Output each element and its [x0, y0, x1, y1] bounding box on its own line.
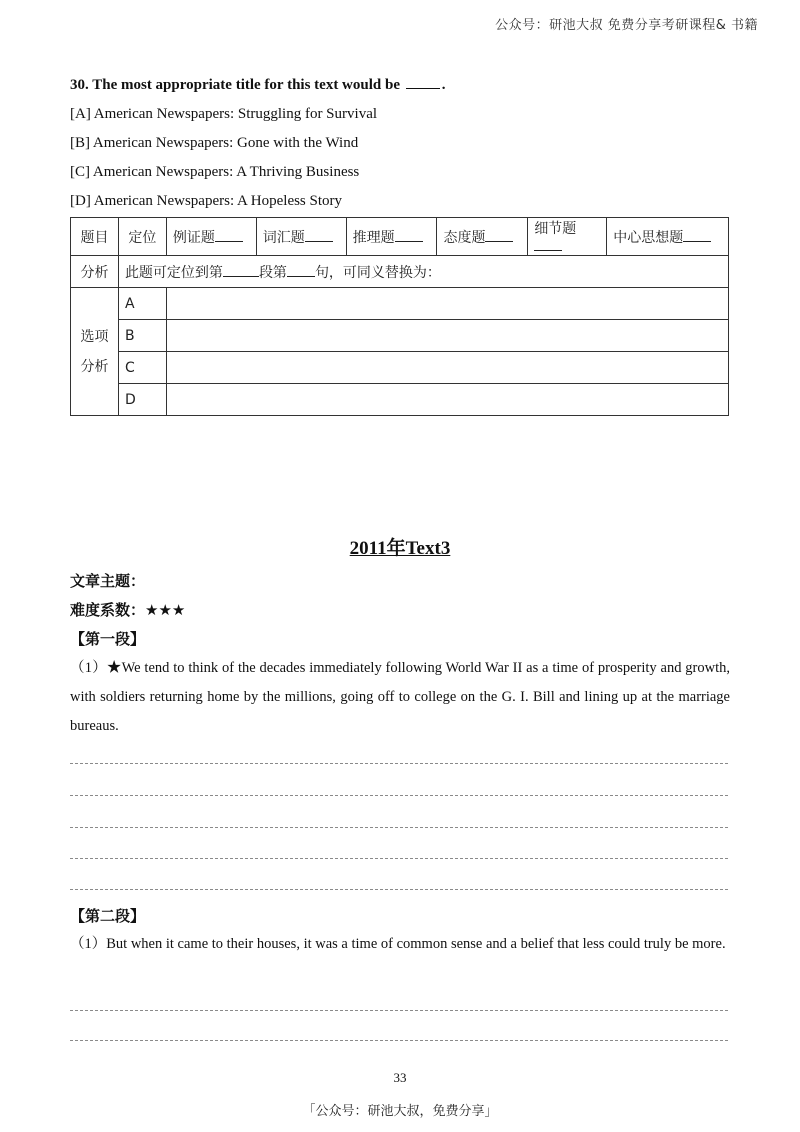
header-note: 公众号：研池大叔 免费分享考研课程& 书籍 [495, 18, 758, 33]
type-example-cell [166, 218, 256, 256]
paragraph-1-label: 【第一段】 [70, 630, 146, 648]
type-inference-cell [346, 218, 437, 256]
page-number: 33 [393, 1070, 407, 1085]
type-inference-label: 推理题 [352, 229, 395, 246]
answer-line [70, 1040, 728, 1041]
option-analysis-cell-d [166, 384, 728, 416]
type-blank [395, 229, 423, 242]
option-letter-c: C [118, 352, 166, 384]
type-blank [305, 229, 333, 242]
type-attitude-label: 态度题 [443, 229, 486, 246]
table-row [71, 320, 729, 352]
type-main-idea-label: 中心思想题 [613, 229, 684, 246]
table-row [71, 352, 729, 384]
table-row [71, 384, 729, 416]
option-b: [B] American Newspapers: Gone with the Wind [70, 135, 359, 151]
difficulty-label: 难度系数：★★★ [70, 601, 186, 619]
question-title [70, 76, 446, 94]
answer-line [70, 827, 728, 828]
option-letter-a: A [118, 288, 166, 320]
paragraph-blank [223, 264, 259, 277]
type-attitude-cell [437, 218, 528, 256]
row-label-analysis: 分析 [71, 256, 119, 288]
footer-note: 「公众号：研池大叔，免费分享」 [302, 1104, 498, 1119]
type-detail-label: 细节题 [534, 221, 577, 237]
option-analysis-label-2: 分析 [80, 358, 109, 375]
option-analysis-cell-a [166, 288, 728, 320]
type-blank [683, 229, 711, 242]
table-row [71, 288, 729, 320]
option-d: [D] American Newspapers: A Hopeless Story [70, 193, 343, 209]
row-label-question: 题目 [71, 218, 119, 256]
type-detail-cell [528, 218, 607, 256]
type-blank [534, 238, 562, 251]
type-blank [215, 229, 243, 242]
topic-label: 文章主题： [70, 572, 146, 590]
option-analysis-cell-b [166, 320, 728, 352]
locate-text-3: 句，可同义替换为： [314, 264, 441, 281]
locate-text-1: 此题可定位到第 [124, 264, 223, 281]
answer-line [70, 1010, 728, 1011]
answer-line [70, 889, 728, 890]
type-vocab-cell [256, 218, 346, 256]
option-a: [A] American Newspapers: Struggling for Survival [70, 106, 378, 122]
option-letter-b: B [118, 320, 166, 352]
table-row [71, 256, 729, 288]
answer-line [70, 795, 728, 796]
paragraph-2-text: （1）But when it came to their houses, it was a time of common sense and a belief that less could truly be more. [70, 936, 726, 952]
locate-sentence-cell [118, 256, 728, 288]
type-blank [485, 229, 513, 242]
option-analysis-label-1: 选项 [80, 328, 109, 345]
type-example-label: 例证题 [172, 229, 215, 246]
paragraph-2-label: 【第二段】 [70, 907, 146, 925]
option-c: [C] American Newspapers: A Thriving Business [70, 164, 360, 180]
type-vocab-label: 词汇题 [262, 229, 305, 246]
paragraph-1-text: （1）★We tend to think of the decades immediately following World War II as a time of prosperity and growth, with soldiers returning home by the millions, going off to college on the G. I. Bill and lining up at the marriage bureaus. [70, 660, 730, 734]
answer-blank [406, 76, 440, 89]
locate-cell: 定位 [118, 218, 166, 256]
type-main-idea-cell [607, 218, 729, 256]
analysis-table [70, 217, 729, 416]
sentence-blank [287, 264, 315, 277]
section-title: 2011年Text3 [349, 538, 451, 559]
locate-text-2: 段第 [258, 264, 287, 281]
option-analysis-label [71, 288, 119, 416]
answer-line [70, 763, 728, 764]
option-analysis-cell-c [166, 352, 728, 384]
question-title-text: 30. The most appropriate title for this text would be [70, 77, 400, 93]
answer-line [70, 858, 728, 859]
table-row [71, 218, 729, 256]
option-letter-d: D [118, 384, 166, 416]
question-title-end: . [441, 77, 446, 93]
